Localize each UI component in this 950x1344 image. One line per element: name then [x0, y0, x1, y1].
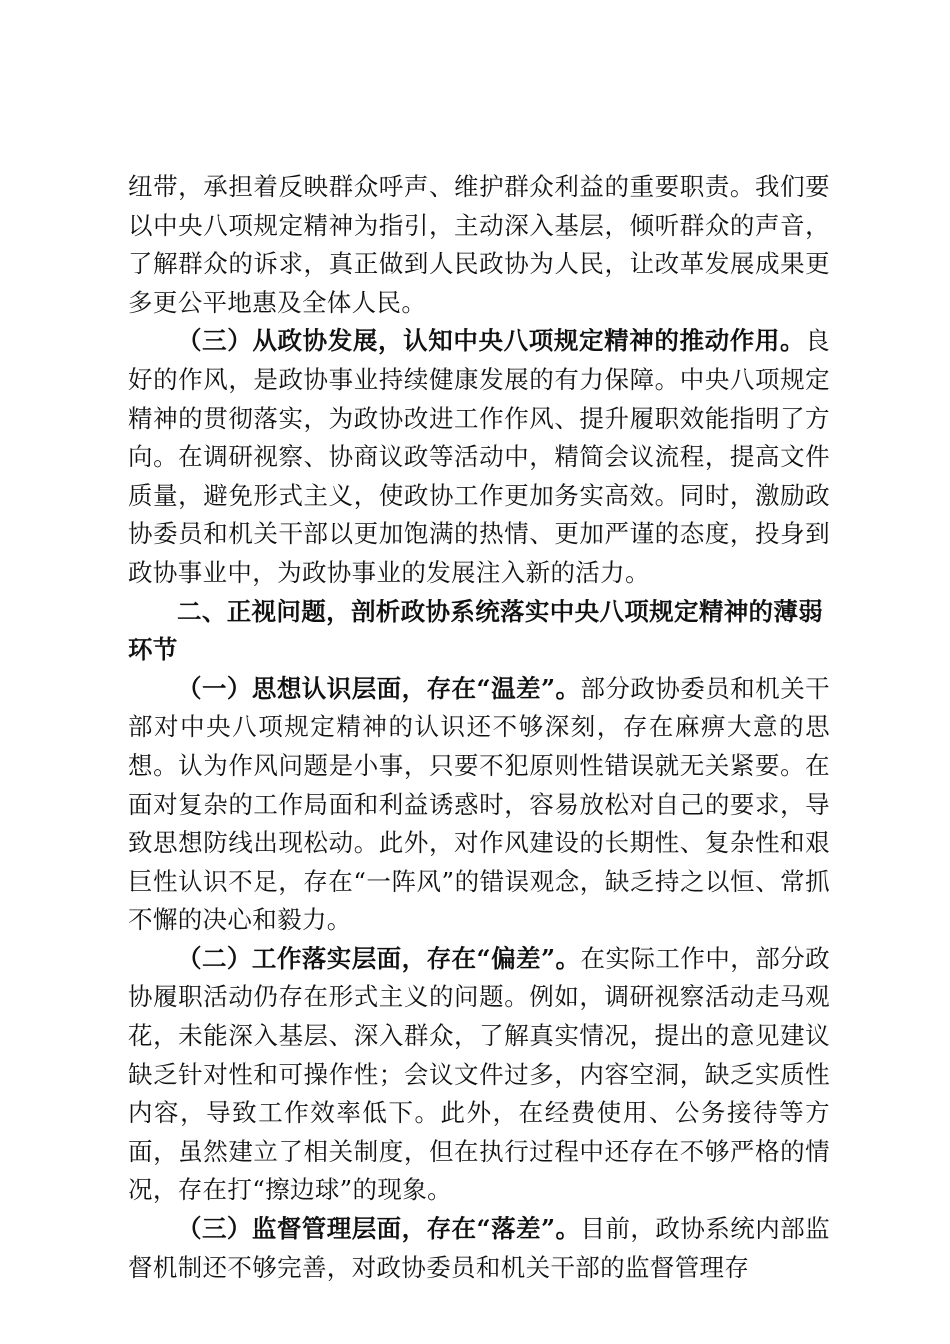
paragraph-lead: （二）工作落实层面，存在“偏差”。	[177, 943, 581, 973]
paragraph-continuation	[128, 168, 830, 322]
document-page	[128, 168, 830, 1287]
paragraph-section-2-3	[128, 1210, 830, 1287]
paragraph-text: 纽带，承担着反映群众呼声、维护群众利益的重要职责。我们要以中央八项规定精神为指引，主动深入基层，倾听群众的声音，了解群众的诉求，真正做到人民政协为人民，让改革发展成果更多更公平地惠及全体人民。	[128, 172, 830, 317]
paragraph-section-2-1	[128, 670, 830, 940]
paragraph-lead: （三）监督管理层面，存在“落差”。	[177, 1214, 581, 1244]
paragraph-text: 部分政协委员和机关干部对中央八项规定精神的认识还不够深刻，存在麻痹大意的思想。认为作风问题是小事，只要不犯原则性错误就无关紧要。在面对复杂的工作局面和利益诱惑时，容易放松对自己的要求，导致思想防线出现松动。此外，对作风建设的长期性、复杂性和艰巨性认识不足，存在“一阵风”的错误观念，缺乏持之以恒、常抓不懈的决心和毅力。	[128, 673, 831, 935]
section-heading-2: 二、正视问题，剖析政协系统落实中央八项规定精神的薄弱环节	[128, 596, 824, 665]
paragraph-section-1-3	[128, 322, 830, 592]
paragraph-text: 良好的作风，是政协事业持续健康发展的有力保障。中央八项规定精神的贯彻落实，为政协改进工作作风、提升履职效能指明了方向。在调研视察、协商议政等活动中，精简会议流程，提高文件质量，避免形式主义，使政协工作更加务实高效。同时，激励政协委员和机关干部以更加饱满的热情、更加严谨的态度，投身到政协事业中，为政协事业的发展注入新的活力。	[128, 326, 830, 587]
paragraph-section-2-2	[128, 940, 830, 1210]
paragraph-text: 在实际工作中，部分政协履职活动仍存在形式主义的问题。例如，调研视察活动走马观花，未能深入基层、深入群众，了解真实情况，提出的意见建议缺乏针对性和可操作性；会议文件过多，内容空洞，缺乏实质性内容，导致工作效率低下。此外，在经费使用、公务接待等方面，虽然建立了相关制度，但在执行过程中还存在不够严格的情况，存在打“擦边球”的现象。	[128, 943, 831, 1205]
paragraph-lead: （一）思想认识层面，存在“温差”。	[177, 673, 581, 703]
paragraph-lead: （三）从政协发展，认知中央八项规定精神的推动作用。	[177, 326, 806, 356]
paragraph-text: 目前，政协系统内部监督机制还不够完善，对政协委员和机关干部的监督管理存	[128, 1214, 831, 1282]
